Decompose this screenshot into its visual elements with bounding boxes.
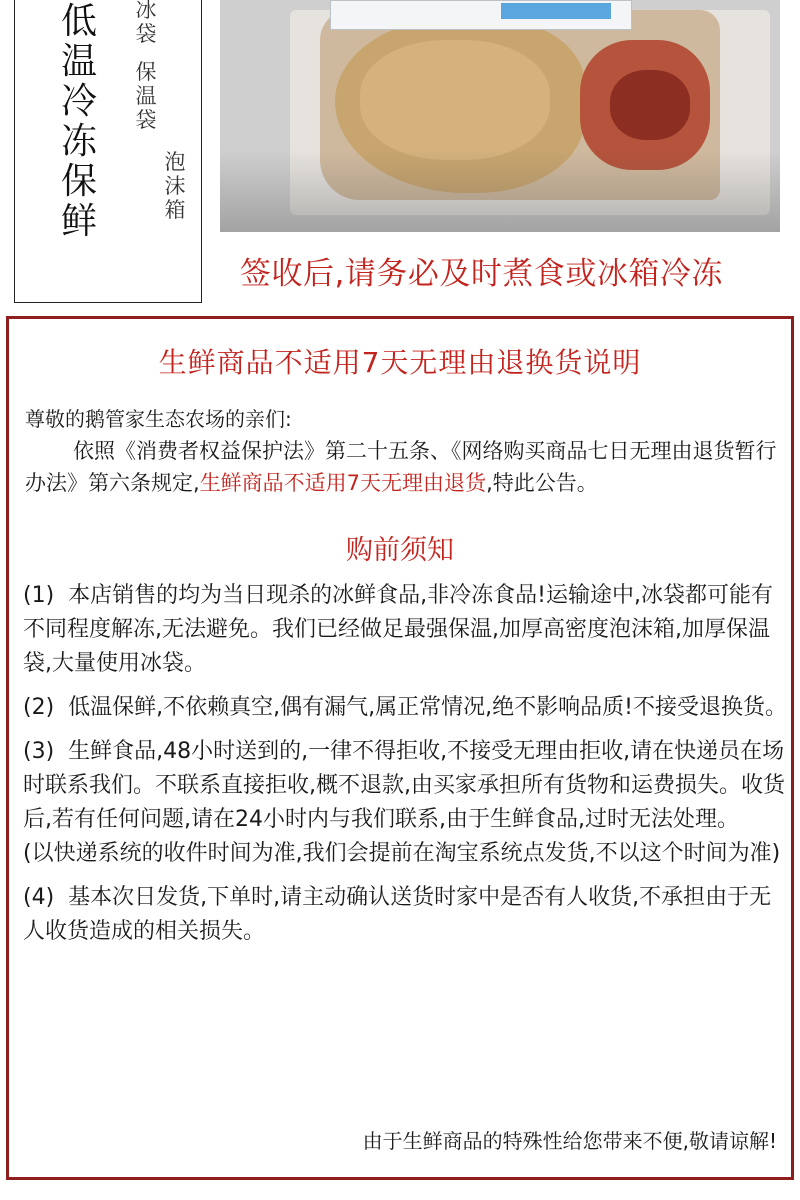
vertical-title-char: 鲜 [60,201,97,242]
footer-note: 由于生鲜商品的特殊性给您带来不便,敬请谅解! [362,1129,777,1153]
subtitle-char: 沫 [164,174,186,198]
vertical-title-char: 冻 [60,121,97,162]
item-number: (4) [23,885,55,910]
notice-box [6,316,794,1180]
vertical-title [59,2,99,242]
vertical-subtitle-1 [133,0,159,132]
vertical-title-char: 保 [60,161,97,202]
paragraph-highlight: 生鲜商品不适用7天无理由退货 [199,471,487,495]
subtitle-char: 冰 [135,0,157,22]
list-item [23,579,789,681]
item-note: (以快递系统的收件时间为准,我们会提前在淘宝系统点发货,不以这个时间为准) [23,841,781,866]
item-text: 本店销售的均为当日现杀的冰鲜食品,非冷冻食品!运输途中,冰袋都可能有不同程度解冻,无法避免。我们已经做足最强保温,加厚高密度泡沫箱,加厚保温袋,大量使用冰袋。 [23,583,773,676]
list-item [23,735,789,837]
product-photo [220,0,780,232]
vertical-title-char: 冷 [60,81,97,122]
list-item [23,691,789,725]
item-number: (3) [23,739,55,764]
vertical-subtitle-2 [162,150,188,222]
subtitle-char: 袋 [135,22,157,46]
ice-pack [330,0,632,30]
subtitle-char: 保 [135,60,157,84]
paragraph-text: 依照《消费者权益保护法》第二十五条、《网络购买商品七日无理由退货暂行办法》第六条规定, [25,439,777,495]
item-number: (1) [23,583,55,608]
item-text: 低温保鲜,不依赖真空,偶有漏气,属正常情况,绝不影响品质!不接受退换货。 [68,695,787,720]
subtitle-char: 温 [135,84,157,108]
subtitle-char: 箱 [164,198,186,222]
caption: 签收后,请务必及时煮食或冰箱冷冻 [240,256,723,292]
subtitle-char: 袋 [135,108,157,132]
section-title: 购前须知 [346,535,454,566]
notice-title: 生鲜商品不适用7天无理由退换货说明 [158,346,642,379]
vertical-title-char: 温 [60,41,97,82]
packaging-label-box [14,0,202,303]
paragraph-text-end: ,特此公告。 [486,471,598,495]
item-text: 生鲜食品,48小时送到的,一律不得拒收,不接受无理由拒收,请在快递员在场时联系我们。不联系直接拒收,概不退款,由买家承担所有货物和运费损失。收货后,若有任何问题,请在24小时内与我们联系,由于生鲜食品,过时无法处理。 [23,739,785,832]
notice-list [23,579,789,959]
subtitle-char: 泡 [164,150,186,174]
greeting: 尊敬的鹅管家生态农场的亲们: [25,407,292,431]
item-text: 基本次日发货,下单时,请主动确认送货时家中是否有人收货,不承担由于无人收货造成的相关损失。 [23,885,772,944]
top-section [0,0,800,310]
item-number: (2) [23,695,55,720]
list-item [23,881,789,949]
vertical-title-char: 低 [60,1,97,42]
notice-paragraph [25,435,785,499]
